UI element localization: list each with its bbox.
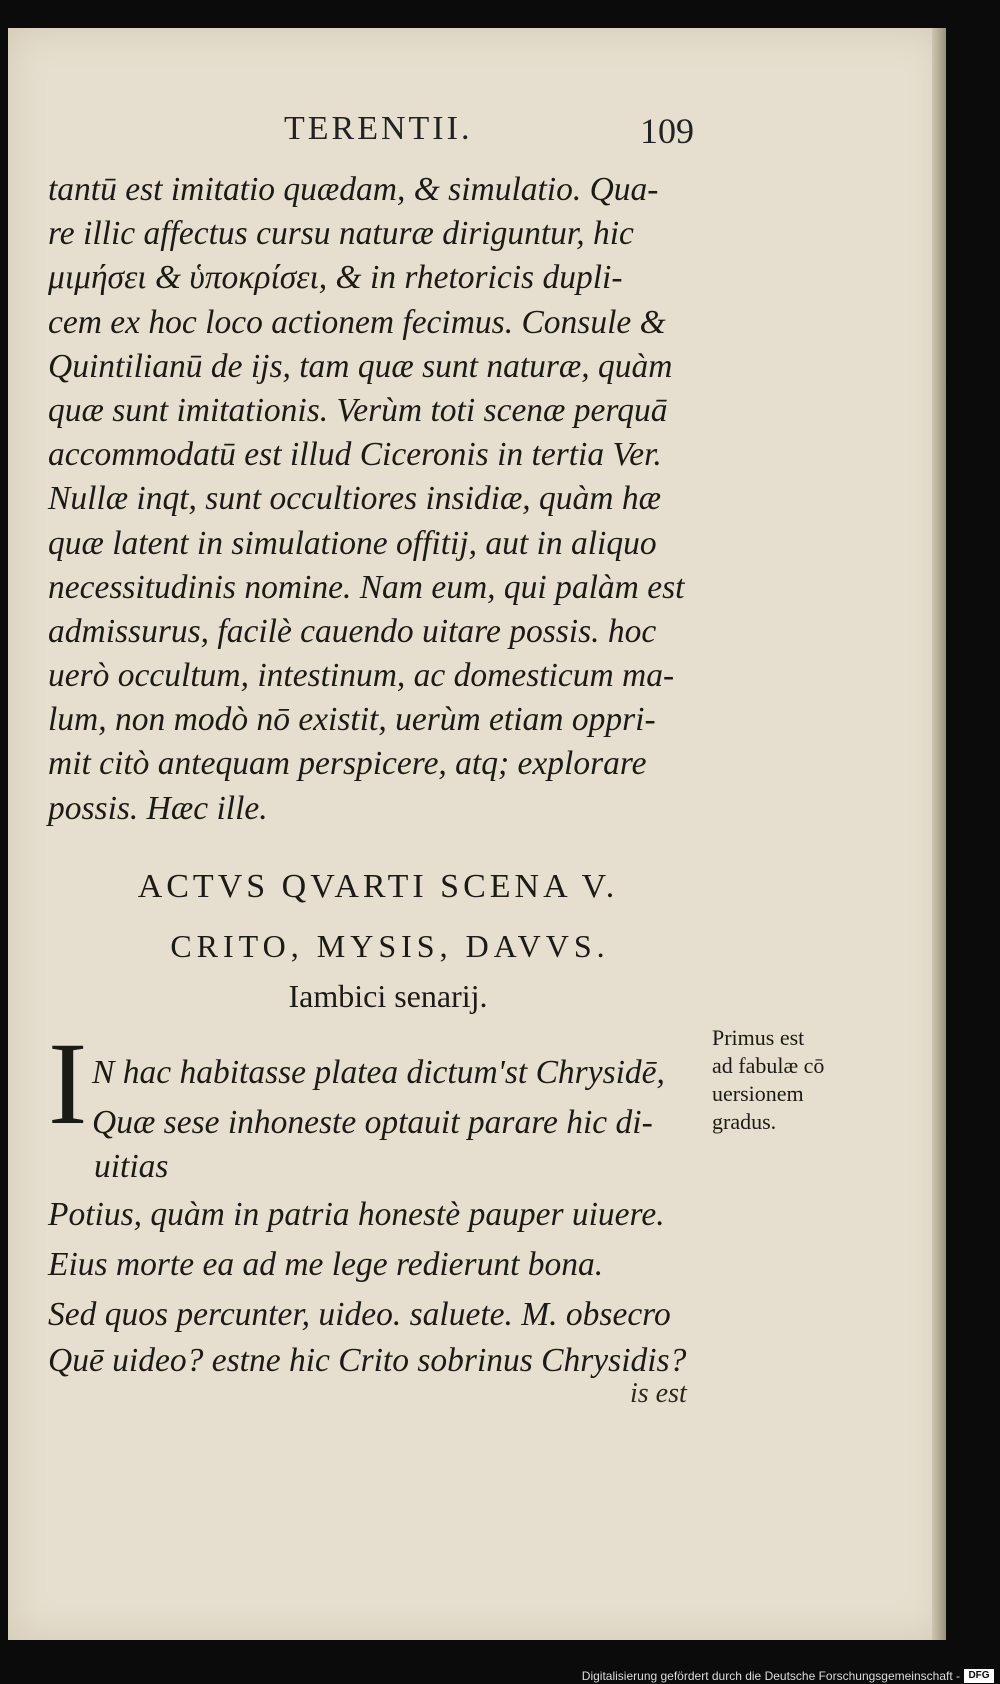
page-header — [8, 110, 946, 156]
commentary-line: cem ex hoc loco actionem fecimus. Consule & — [48, 303, 666, 341]
commentary-line: necessitudinis nomine. Nam eum, qui palàm est — [48, 568, 685, 606]
verse-line: uitias — [94, 1148, 169, 1185]
marginal-note-line: gradus. — [712, 1109, 777, 1134]
verse-line: Eius morte ea ad me lege redierunt bona. — [48, 1246, 604, 1283]
meter-label: Iambici senarij. — [288, 978, 488, 1014]
commentary-line: quæ latent in simulatione offitij, aut in aliquo — [48, 524, 657, 562]
marginal-note-line: ad fabulæ cō — [712, 1053, 825, 1078]
marginal-note-line: uersionem — [712, 1081, 804, 1106]
marginal-note-line: Primus est — [712, 1025, 805, 1050]
digitization-credit: Digitalisierung gefördert durch die Deutsche Forschungsgemeinschaft - — [581, 1669, 960, 1683]
drop-cap: I — [48, 1018, 88, 1149]
dfg-logo: DFG — [964, 1669, 994, 1683]
commentary-line: mit citò antequam perspicere, atq; explorare — [48, 745, 647, 783]
act-scene-heading: ACTVS QVARTI SCENA V. — [137, 868, 619, 905]
verse-line: Potius, quàm in patria honestè pauper uiuere. — [48, 1196, 665, 1233]
page-number: 109 — [640, 111, 694, 151]
commentary-line: tantū est imitatio quædam, & simulatio. Qua- — [48, 171, 659, 208]
book-page — [8, 28, 946, 1640]
commentary-line: admissurus, facilè cauendo uitare possis. hoc — [48, 612, 657, 650]
commentary-line: possis. Hæc ille. — [48, 789, 268, 827]
commentary-line: Nullæ inqt, sunt occultiores insidiæ, quàm hæ — [48, 480, 661, 518]
marginal-note — [712, 1024, 872, 1136]
commentary-line: μιμήσει & ὑποκρίσει, & in rhetoricis dupli- — [48, 259, 623, 297]
commentary-line: quæ sunt imitationis. Verùm toti scenæ perquā — [48, 391, 668, 429]
commentary-block — [48, 168, 708, 831]
verse-line: Sed quos percunter, uideo. saluete. M. obsecro — [48, 1296, 671, 1333]
page-gutter — [932, 28, 946, 1640]
running-title: TERENTII. — [284, 110, 473, 147]
verse-continuation: is est — [630, 1378, 687, 1409]
verse-line: Quæ sese inhoneste optauit parare hic di- — [92, 1104, 653, 1141]
commentary-line: Quintilianū de ijs, tam quæ sunt naturæ, quàm — [48, 347, 673, 385]
verse-line: Quē uideo? estne hic Crito sobrinus Chrysidis? — [48, 1342, 687, 1379]
commentary-line: re illic affectus cursu naturæ diriguntur, hic — [48, 215, 634, 253]
verse-line: N hac habitasse platea dictum'st Chrysidē, — [92, 1054, 665, 1091]
dramatis-personae: CRITO, MYSIS, DAVVS. — [170, 928, 610, 964]
commentary-line: lum, non modò nō existit, uerùm etiam oppri- — [48, 701, 656, 739]
commentary-line: uerò occultum, intestinum, ac domesticum ma- — [48, 657, 675, 695]
commentary-line: accommodatū est illud Ciceronis in tertia Ver. — [48, 436, 662, 474]
